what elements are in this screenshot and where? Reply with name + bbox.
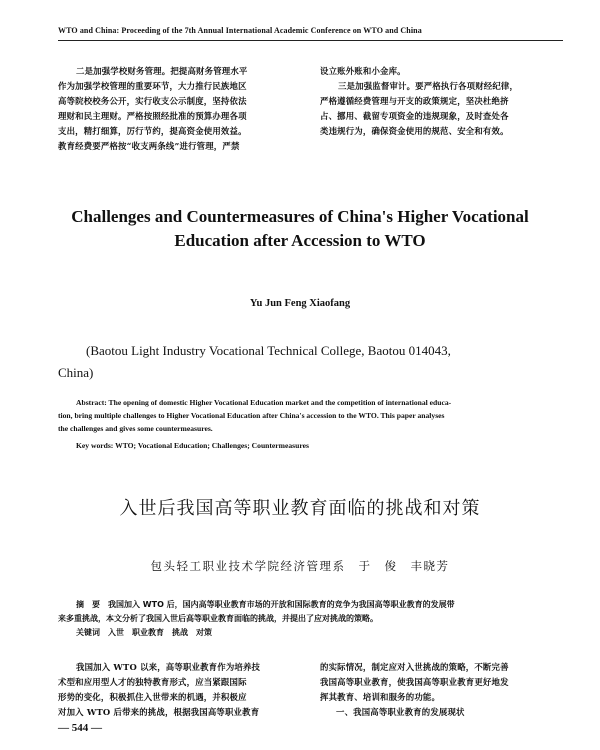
keywords-text: WTO; Vocational Education; Challenges; Countermeasures — [113, 441, 309, 450]
text-line: 高等院校校务公开，实行收支公示制度，坚持依法 — [58, 96, 247, 106]
english-title-line: Education after Accession to WTO — [174, 231, 426, 250]
text-line: 形势的变化，积极抓住入世带来的机遇，并积极应 — [58, 692, 247, 702]
english-keywords — [76, 441, 566, 450]
english-abstract — [58, 396, 564, 435]
text-line: 支出，精打细算，厉行节约，提高资金使用效益。 — [58, 126, 247, 136]
abstract-text: the challenges and gives some countermeasures. — [58, 424, 213, 433]
text-line: 术型和应用型人才的独特教育形式，应当紧跟国际 — [58, 677, 247, 687]
text-line: 我国高等职业教育，使我国高等职业教育更好地发 — [320, 677, 509, 687]
text-line: 类违规行为，确保资金使用的规范、安全和有效。 — [320, 126, 509, 136]
chinese-abstract-line: 来多重挑战，本文分析了我国入世后高等职业教育面临的挑战，并提出了应对挑战的策略。 — [58, 614, 378, 623]
previous-article-left-column — [58, 64, 308, 154]
header-rule — [58, 40, 563, 41]
english-affiliation — [58, 340, 568, 384]
text-line: 设立账外账和小金库。 — [320, 66, 406, 76]
text-line: 我国加入 WTO 以来，高等职业教育作为培养技 — [76, 662, 261, 672]
text-line: 作为加强学校管理的重要环节，大力推行民族地区 — [58, 81, 247, 91]
text-line: 占、挪用、截留专项资金的违规现象，及时查处各 — [320, 111, 509, 121]
section-heading: 一、我国高等职业教育的发展现状 — [336, 707, 465, 717]
abstract-text: The opening of domestic Higher Vocational Education market and the competition of international educa- — [106, 398, 452, 407]
affiliation-line: (Baotou Light Industry Vocational Technical College, Baotou 014043, — [86, 343, 451, 358]
page-number: — 544 — — [58, 722, 102, 734]
text-line: 严格遵循经费管理与开支的政策规定，坚决杜绝挤 — [320, 96, 509, 106]
text-line: 的实际情况，制定应对入世挑战的策略，不断完善 — [320, 662, 509, 672]
running-head: WTO and China: Proceeding of the 7th Annual International Academic Conference on WTO and China — [58, 26, 422, 35]
text-line: 教育经费要严格按“收支两条线”进行管理，严禁 — [58, 141, 240, 151]
text-line: 对加入 WTO 后带来的挑战，根据我国高等职业教育 — [58, 707, 260, 717]
chinese-keywords: 关键词 入世 职业教育 挑战 对策 — [76, 628, 212, 637]
english-title-line: Challenges and Countermeasures of China's Higher Vocational — [71, 207, 529, 226]
text-line: 挥其教育、培训和服务的功能。 — [320, 692, 441, 702]
keywords-label: Key words: — [76, 441, 114, 450]
chinese-abstract-line: 摘 要 我国加入 WTO 后，国内高等职业教育市场的开放和国际教育的竞争为我国高等职业教育的发展带 — [76, 600, 455, 609]
body-right-column — [320, 660, 565, 720]
previous-article-right-column — [320, 64, 565, 139]
english-title — [40, 205, 560, 253]
text-line: 理财和民主理财。严格按照经批准的预算办理各项 — [58, 111, 247, 121]
abstract-label: Abstract: — [76, 398, 107, 407]
body-left-column — [58, 660, 308, 720]
affiliation-line: China) — [58, 365, 94, 380]
chinese-title: 入世后我国高等职业教育面临的挑战和对策 — [119, 498, 481, 519]
text-line: 三是加强监督审计。要严格执行各项财经纪律， — [338, 81, 519, 91]
chinese-authors: 包头轻工职业技术学院经济管理系 于 俊 丰晓芳 — [150, 559, 450, 573]
english-authors: Yu Jun Feng Xiaofang — [249, 298, 351, 309]
abstract-text: tion, bring multiple challenges to Higher Vocational Education after China's accession to the WTO. This paper analyses — [58, 411, 445, 420]
text-line: 二是加强学校财务管理。把提高财务管理水平 — [76, 66, 248, 76]
chinese-abstract — [58, 598, 566, 640]
